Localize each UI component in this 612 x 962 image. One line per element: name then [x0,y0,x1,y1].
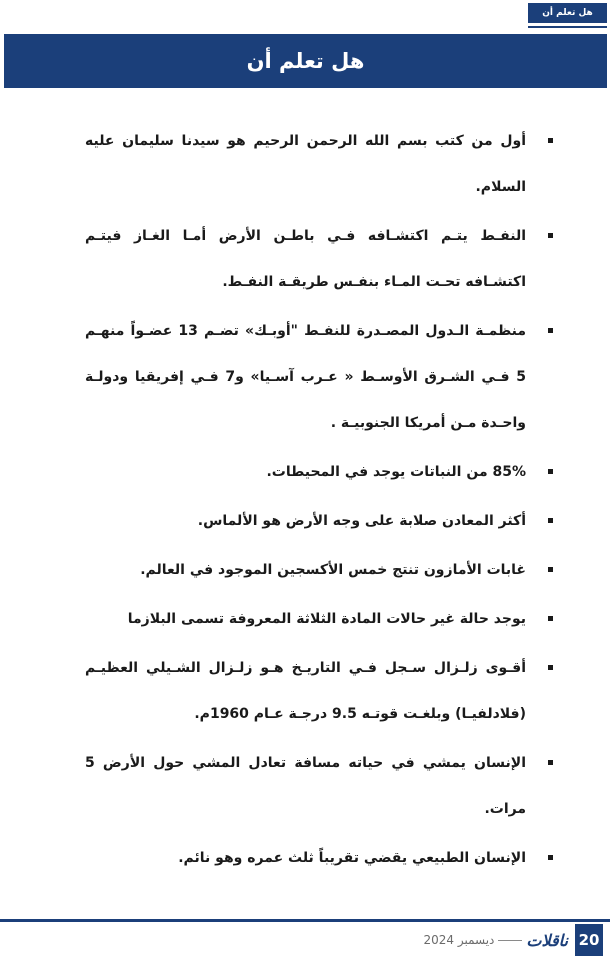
fact-item [85,547,555,593]
fact-text: أكثر المعادن صلابة على وجه الأرض هو الألماس. [197,513,526,529]
fact-item [85,645,555,737]
square-bullet-icon [548,469,553,474]
title-banner [4,34,607,88]
footer-masthead [420,928,568,952]
square-bullet-icon [548,855,553,860]
issue-date: ديسمبر 2024 [423,933,495,947]
square-bullet-icon [548,616,553,621]
square-bullet-icon [548,665,553,670]
footer-divider [0,919,610,922]
section-tag-underline [528,26,607,28]
fact-text: 85% من النباتات يوجد في المحيطات. [266,464,526,480]
square-bullet-icon [548,138,553,143]
square-bullet-icon [548,760,553,765]
fact-text: غابات الأمازون تنتج خمس الأكسجين الموجود في العالم. [140,562,526,578]
fact-item [85,213,555,305]
fact-text: الإنسان الطبيعي يقضي تقريباً ثلث عمره وهو نائم. [178,850,526,866]
fact-item [85,449,555,495]
fact-text: يوجد حالة غير حالات المادة الثلاثة المعروفة تسمى البلازما [127,611,526,627]
fact-item [85,118,555,210]
square-bullet-icon [548,567,553,572]
fact-item [85,308,555,446]
facts-list [85,118,555,884]
square-bullet-icon [548,233,553,238]
page-number: 20 [575,924,603,956]
fact-item [85,498,555,544]
fact-text: أقـوى زلـزال سـجل فـي التاريـخ هـو زلـزال الشـيلي العظيـم (فلادلفيـا) وبلغـت قوتـه 9.5 درجـة عـام 1960م. [85,660,526,722]
section-tag: هل تعلم أن [528,3,607,23]
fact-item [85,740,555,832]
fact-item [85,596,555,642]
square-bullet-icon [548,518,553,523]
fact-text: أول من كتب بسم الله الرحمن الرحيم هو سيدنا سليمان عليه السلام. [85,133,526,195]
logo-separator-line [498,940,522,941]
magazine-logo: ناقلات [526,930,568,950]
fact-item [85,835,555,881]
page-title: هل تعلم أن [246,49,365,73]
fact-text: الإنسان يمشي في حياته مسافة تعادل المشي حول الأرض 5 مرات. [85,755,526,817]
fact-text: منظمـة الـدول المصـدرة للنفـط "أوبـك» تضـم 13 عضـواً منهـم 5 فـي الشـرق الأوسـط « عـرب آسـيا» و7 فـي إفريقيا ودولـة واحـدة مـن أمريكا الجنوبيـة . [85,323,526,431]
square-bullet-icon [548,328,553,333]
fact-text: النفـط يتـم اكتشـافه فـي باطـن الأرض أمـا الغـاز فيتـم اكتشـافه تحـت المـاء بنفـس طريقـة النفـط. [85,228,526,290]
